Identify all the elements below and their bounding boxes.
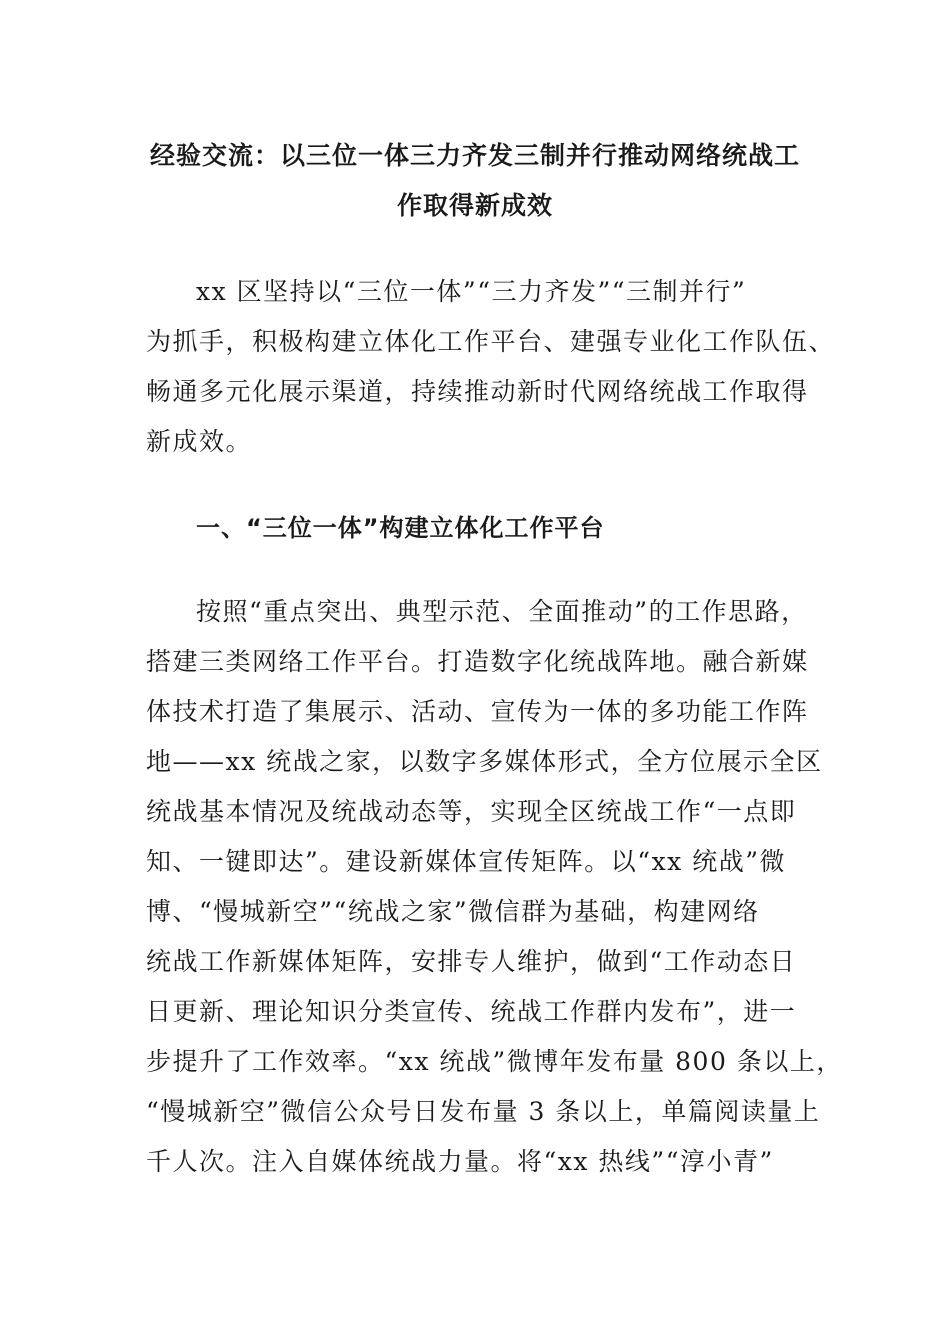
intro-line: xx 区坚持以“三位一体”“三力齐发”“三制并行” [196,277,747,306]
body-line: 博、“慢城新空”“统战之家”微信群为基础，构建网络 [146,897,760,926]
body-line: 地——xx 统战之家，以数字多媒体形式，全方位展示全区 [146,747,823,776]
intro-line: 畅通多元化展示渠道，持续推动新时代网络统战工作取得 [146,377,809,406]
body-line: 千人次。注入自媒体统战力量。将“xx 热线”“淳小青” [146,1147,774,1176]
intro-line: 为抓手，积极构建立体化工作平台、建强专业化工作队伍、 [146,327,836,356]
document-title-line-1: 经验交流：以三位一体三力齐发三制并行推动网络统战工 [149,141,800,170]
body-line: 日更新、理论知识分类宣传、统战工作群内发布”，进一 [146,997,797,1026]
body-line: 步提升了工作效率。“xx 统战”微博年发布量 800 条以上， [146,1047,843,1076]
body-line: 统战基本情况及统战动态等，实现全区统战工作“一点即 [146,797,797,826]
document-title-line-2: 作取得新成效 [396,191,553,220]
body-line: 体技术打造了集展示、活动、宣传为一体的多功能工作阵 [146,697,809,726]
body-line: 统战工作新媒体矩阵，安排专人维护，做到“工作动态日 [146,947,797,976]
section-heading: 一、“三位一体”构建立体化工作平台 [196,514,605,542]
body-line: “慢城新空”微信公众号日发布量 3 条以上，单篇阅读量上 [146,1097,821,1126]
body-line: 按照“重点突出、典型示范、全面推动”的工作思路， [196,597,808,626]
body-line: 知、一键即达”。建设新媒体宣传矩阵。以“xx 统战”微 [146,847,786,876]
body-line: 搭建三类网络工作平台。打造数字化统战阵地。融合新媒 [146,647,809,676]
intro-line: 新成效。 [146,427,253,456]
